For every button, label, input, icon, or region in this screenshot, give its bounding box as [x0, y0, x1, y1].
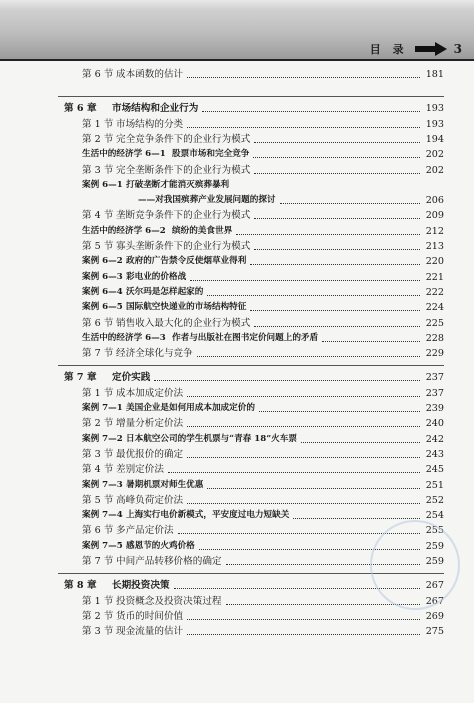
- toc-page-number: 240: [425, 418, 444, 430]
- toc-title: 中间产品转移价格的确定: [116, 556, 222, 567]
- toc-leader-dots: [187, 503, 420, 504]
- toc-page-number: 225: [425, 317, 444, 329]
- toc-row[interactable]: [0, 147, 474, 162]
- toc-row[interactable]: [0, 224, 474, 239]
- toc-leader-dots: [168, 472, 420, 473]
- toc-row[interactable]: [0, 316, 474, 331]
- toc-row[interactable]: [0, 462, 474, 477]
- toc-page-number: 212: [425, 225, 444, 237]
- toc-label: 第 5 节: [82, 241, 114, 252]
- toc-page-number: 224: [425, 302, 444, 314]
- toc-label: 生活中的经济学 6—3: [82, 332, 166, 343]
- toc-page-number: 193: [425, 103, 444, 115]
- toc-leader-dots: [250, 310, 420, 311]
- toc-title: 沃尔玛是怎样起家的: [126, 286, 204, 297]
- toc-label: 第 1 节: [82, 387, 114, 399]
- toc-leader-dots: [280, 203, 420, 204]
- toc-label: 第 6 节: [82, 317, 114, 329]
- toc-label: 生活中的经济学 6—2: [82, 225, 166, 236]
- toc-title: 高峰负荷定价法: [116, 494, 184, 506]
- toc-page-number: 269: [425, 610, 444, 622]
- toc-leader-dots: [197, 356, 420, 357]
- toc-page-number: 255: [425, 525, 444, 537]
- running-header: [370, 40, 462, 58]
- toc-leader-dots: [254, 173, 420, 174]
- toc-row[interactable]: [0, 609, 474, 624]
- toc-page-number: 237: [425, 387, 444, 399]
- toc-row[interactable]: [0, 300, 474, 315]
- toc-label: 第 3 节: [82, 164, 114, 176]
- toc-row[interactable]: [0, 117, 474, 132]
- toc-leader-dots: [254, 142, 420, 143]
- toc-label: 第 1 节: [82, 118, 114, 130]
- toc-label: 第 5 节: [82, 494, 114, 506]
- toc-page-number: 251: [425, 479, 444, 491]
- toc-title: 成本加成定价法: [116, 387, 184, 399]
- toc-page-number: 194: [425, 133, 444, 145]
- toc-leader-dots: [322, 341, 420, 342]
- toc-leader-dots: [187, 634, 420, 635]
- toc-label: 案例 6—5: [82, 302, 123, 313]
- toc-page-number: 220: [425, 256, 444, 268]
- toc-title: 销售收入最大化的企业行为模式: [116, 317, 251, 329]
- toc-page-number: 252: [425, 494, 444, 506]
- toc-label: 第 6 章: [64, 103, 97, 115]
- toc-page-number: 259: [425, 556, 444, 567]
- toc-title: 货币的时间价值: [116, 610, 184, 622]
- toc-row[interactable]: [0, 447, 474, 462]
- toc-row[interactable]: [0, 67, 474, 82]
- toc-page-number: 202: [425, 149, 444, 161]
- toc-page-number: 243: [425, 448, 444, 460]
- toc-chapter-row[interactable]: [0, 370, 474, 385]
- toc-label: 案例 6—1: [82, 179, 123, 190]
- toc-title: 多产品定价法: [116, 525, 174, 537]
- toc-label: 案例 7—4: [82, 510, 123, 521]
- toc-label: 案例 7—3: [82, 479, 123, 490]
- toc-title: 缤纷的美食世界: [172, 225, 233, 236]
- toc-page-number: 267: [425, 595, 444, 607]
- watermark-stamp: [370, 520, 460, 610]
- toc-label: 第 2 节: [82, 418, 114, 430]
- toc-page-number: 193: [425, 118, 444, 130]
- toc-leader-dots: [207, 295, 420, 296]
- toc-title: 感恩节的火鸡价格: [126, 540, 195, 551]
- toc-page-number: 222: [425, 286, 444, 298]
- toc-label: 第 1 节: [82, 595, 114, 607]
- toc-leader-dots: [187, 426, 420, 427]
- toc-label: 第 4 节: [82, 210, 114, 222]
- toc-label: 第 7 节: [82, 556, 114, 567]
- toc-label: 第 7 章: [64, 372, 97, 384]
- toc-label: 第 8 章: [64, 580, 97, 592]
- toc-label: 案例 6—4: [82, 286, 123, 297]
- toc-title: 打破垄断才能消灭殡葬暴利: [126, 179, 230, 190]
- toc-label: 第 6 节: [82, 525, 114, 537]
- toc-leader-dots: [207, 488, 420, 489]
- toc-leader-dots: [253, 157, 420, 158]
- toc-page-number: 245: [425, 464, 444, 476]
- toc-label: 第 2 节: [82, 133, 114, 145]
- toc-title: 最优报价的确定: [116, 448, 184, 460]
- toc-title: 彩电业的价格战: [126, 271, 187, 282]
- toc-row[interactable]: [0, 493, 474, 508]
- toc-title: 经济全球化与竞争: [116, 348, 193, 360]
- toc-row[interactable]: [0, 346, 474, 361]
- toc-leader-dots: [293, 518, 420, 519]
- toc-page-number: 254: [425, 510, 444, 522]
- toc-title: 长期投资决策: [112, 580, 170, 592]
- toc-page-number: 206: [425, 195, 444, 207]
- toc-leader-dots: [187, 77, 420, 78]
- chapter-divider: [58, 365, 444, 366]
- toc-title: 作者与出版社在图书定价问题上的矛盾: [172, 332, 319, 343]
- toc-page-number: 275: [425, 626, 444, 638]
- toc-label: 案例 6—3: [82, 271, 123, 282]
- toc-leader-dots: [250, 264, 420, 265]
- toc-page-number: 213: [425, 241, 444, 252]
- toc-row[interactable]: [0, 478, 474, 493]
- header-title: 目 录: [369, 43, 408, 56]
- toc-leader-dots: [301, 442, 420, 443]
- toc-title: 市场结构的分类: [116, 118, 184, 130]
- toc-title: ——对我国殡葬产业发展问题的探讨: [138, 195, 276, 206]
- toc-label: 案例 7—2: [82, 433, 123, 444]
- toc-leader-dots: [236, 234, 420, 235]
- toc-row[interactable]: [0, 132, 474, 147]
- toc-leader-dots: [190, 280, 420, 281]
- toc-page-number: 181: [425, 69, 444, 80]
- toc-row[interactable]: [0, 193, 474, 208]
- toc-row[interactable]: [0, 254, 474, 269]
- header-rule: [0, 59, 474, 61]
- toc-row[interactable]: [0, 208, 474, 223]
- toc-row[interactable]: [0, 624, 474, 639]
- toc-leader-dots: [254, 249, 420, 250]
- toc-leader-dots: [226, 604, 420, 605]
- toc-page-number: 221: [425, 271, 444, 283]
- toc-leader-dots: [259, 411, 420, 412]
- toc-title: 成本函数的估计: [116, 69, 184, 80]
- toc-leader-dots: [154, 380, 420, 381]
- toc-row[interactable]: [0, 270, 474, 285]
- toc-row[interactable]: [0, 401, 474, 416]
- toc-leader-dots: [254, 326, 420, 327]
- toc-title: 寡头垄断条件下的企业行为模式: [116, 241, 251, 252]
- toc-page-number: 209: [425, 210, 444, 222]
- toc-title: 政府的广告禁令反使烟草业得利: [126, 256, 247, 267]
- toc-leader-dots: [202, 111, 420, 112]
- toc-page-number: 237: [425, 372, 444, 384]
- toc-title: 美国企业是如何用成本加成定价的: [126, 403, 255, 413]
- toc-label: 案例 6—2: [82, 256, 123, 267]
- toc-title: 暑期机票对师生优惠: [126, 479, 204, 490]
- toc-row[interactable]: [0, 416, 474, 431]
- toc-leader-dots: [187, 127, 420, 128]
- page-number: 3: [453, 42, 462, 56]
- toc-row[interactable]: [0, 178, 474, 193]
- arrow-right-icon: [414, 41, 448, 57]
- toc-title: 差别定价法: [116, 464, 164, 476]
- toc-row[interactable]: [0, 432, 474, 447]
- toc-label: 案例 7—5: [82, 540, 123, 551]
- toc-label: 第 2 节: [82, 610, 114, 622]
- toc-title: 完全竞争条件下的企业行为模式: [116, 133, 251, 145]
- toc-page-number: 259: [425, 540, 444, 552]
- toc-title: 垄断竞争条件下的企业行为模式: [116, 210, 251, 222]
- toc-label: 第 4 节: [82, 464, 114, 476]
- toc-leader-dots: [187, 619, 420, 620]
- toc-chapter-row[interactable]: [0, 101, 474, 116]
- toc-title: 市场结构和企业行为: [112, 103, 199, 115]
- toc-row[interactable]: [0, 239, 474, 254]
- toc-row[interactable]: [0, 285, 474, 300]
- toc-row[interactable]: [0, 331, 474, 346]
- toc-label: 第 6 节: [82, 69, 114, 80]
- toc-title: 上海实行电价新模式，平安度过电力短缺关: [126, 510, 290, 521]
- toc-label: 第 7 节: [82, 348, 114, 360]
- toc-page-number: 267: [425, 580, 444, 592]
- toc-title: 国际航空快递业的市场结构特征: [126, 302, 247, 313]
- toc-page-number: 202: [425, 164, 444, 176]
- toc-page-number: 229: [425, 348, 444, 360]
- toc-title: 完全垄断条件下的企业行为模式: [116, 164, 251, 176]
- toc-title: 股票市场和完全竞争: [172, 149, 250, 160]
- toc-title: 现金流量的估计: [116, 626, 184, 638]
- toc-title: 定价实践: [112, 372, 151, 384]
- toc-row[interactable]: [0, 163, 474, 178]
- header-band: [0, 0, 474, 60]
- toc-leader-dots: [187, 457, 420, 458]
- toc-title: 日本航空公司的学生机票与“青春 18”火车票: [126, 433, 297, 444]
- toc-leader-dots: [254, 218, 420, 219]
- toc-page-number: 228: [425, 332, 444, 344]
- toc-label: 第 3 节: [82, 626, 114, 638]
- toc-page-number: 242: [425, 433, 444, 445]
- toc-page-number: 239: [425, 403, 444, 414]
- toc-label: 生活中的经济学 6—1: [82, 149, 166, 160]
- header-stripe: [0, 0, 474, 10]
- toc-label: 案例 7—1: [82, 403, 123, 413]
- toc-title: 增量分析定价法: [116, 418, 184, 430]
- toc-label: 第 3 节: [82, 448, 114, 460]
- toc-leader-dots: [187, 396, 420, 397]
- chapter-divider: [58, 96, 444, 97]
- toc-title: 投资概念及投资决策过程: [116, 595, 222, 607]
- toc-row[interactable]: [0, 386, 474, 401]
